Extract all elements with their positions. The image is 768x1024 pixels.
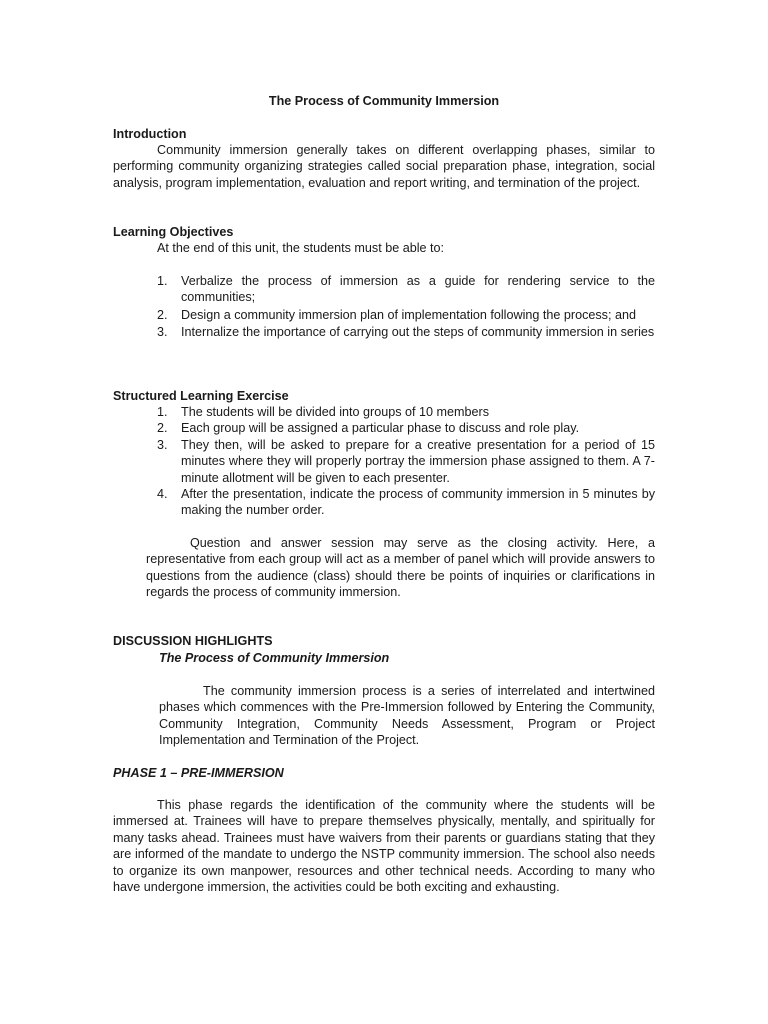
list-item-text: Verbalize the process of immersion as a guide for rendering service to the communities;: [181, 274, 655, 305]
phase1-text: This phase regards the identification of the community where the students will be immersed at. Trainees will have to prepare themselves physically, mentally, and spiritually for many tasks ahead. Trainees must have waivers from their parents or guardians stating that they are informed of the mandate to undergo the NSTP community immersion. The school also needs to organize its own manpower, resources and other technical needs. According to many who have undergone immersion, the activities could be both exciting and exhausting.: [113, 798, 655, 895]
list-item: [157, 273, 655, 306]
structured-learning-exercise-list: [157, 404, 655, 519]
list-item-text: Design a community immersion plan of implementation following the process; and: [181, 307, 636, 322]
phase1-heading: PHASE 1 – PRE-IMMERSION: [113, 766, 284, 780]
list-item: [157, 420, 655, 436]
list-item-text: Each group will be assigned a particular phase to discuss and role play.: [181, 421, 580, 436]
document-title: The Process of Community Immersion: [268, 94, 500, 108]
list-item: [157, 324, 655, 340]
learning-objectives-list: [157, 273, 655, 341]
list-item-text: Internalize the importance of carrying out the steps of community immersion in series: [181, 325, 655, 340]
learning-objectives-lead: At the end of this unit, the students must be able to:: [157, 241, 445, 255]
closing-activity-text: Question and answer session may serve as the closing activity. Here, a representative from each group will act as a member of panel which will provide answers to questions from the audience (class) should there be points of inquiries or clarifications in regards the process of community immersion.: [146, 536, 655, 600]
list-item-number: 2.: [157, 307, 168, 322]
list-item-text: After the presentation, indicate the process of community immersion in 5 minutes by making the number order.: [181, 487, 655, 518]
list-item: [157, 437, 655, 486]
list-item: [157, 486, 655, 519]
list-item-number: 3.: [157, 325, 168, 340]
list-item-text: The students will be divided into groups of 10 members: [181, 405, 490, 419]
list-item-text: They then, will be asked to prepare for a creative presentation for a period of 15 minutes where they will properly portray the immersion phase assigned to them. A 7-minute allotment will be given to each presenter.: [181, 437, 655, 485]
list-item-number: 1.: [157, 405, 168, 419]
discussion-text: The community immersion process is a series of interrelated and intertwined phases which commences with the Pre-Immersion followed by Entering the Community, Community Integration, Community Needs Assessment, Program or Project Implementation and Termination of the Project.: [159, 684, 655, 748]
learning-objectives-heading: Learning Objectives: [113, 225, 234, 239]
introduction-text: Community immersion generally takes on different overlapping phases, similar to performing community organizing strategies called social preparation phase, integration, social analysis, program implementation, evaluation and report writing, and termination of the project.: [113, 143, 655, 190]
list-item-number: 3.: [157, 437, 168, 452]
list-item: [157, 307, 655, 323]
list-item-number: 2.: [157, 421, 168, 436]
introduction-heading: Introduction: [113, 127, 187, 141]
structured-learning-exercise-heading: Structured Learning Exercise: [113, 389, 289, 403]
list-item-number: 1.: [157, 274, 168, 288]
discussion-subheading: The Process of Community Immersion: [159, 651, 390, 665]
list-item-number: 4.: [157, 487, 168, 502]
discussion-heading: DISCUSSION HIGHLIGHTS: [113, 634, 273, 648]
list-item: [157, 404, 655, 420]
